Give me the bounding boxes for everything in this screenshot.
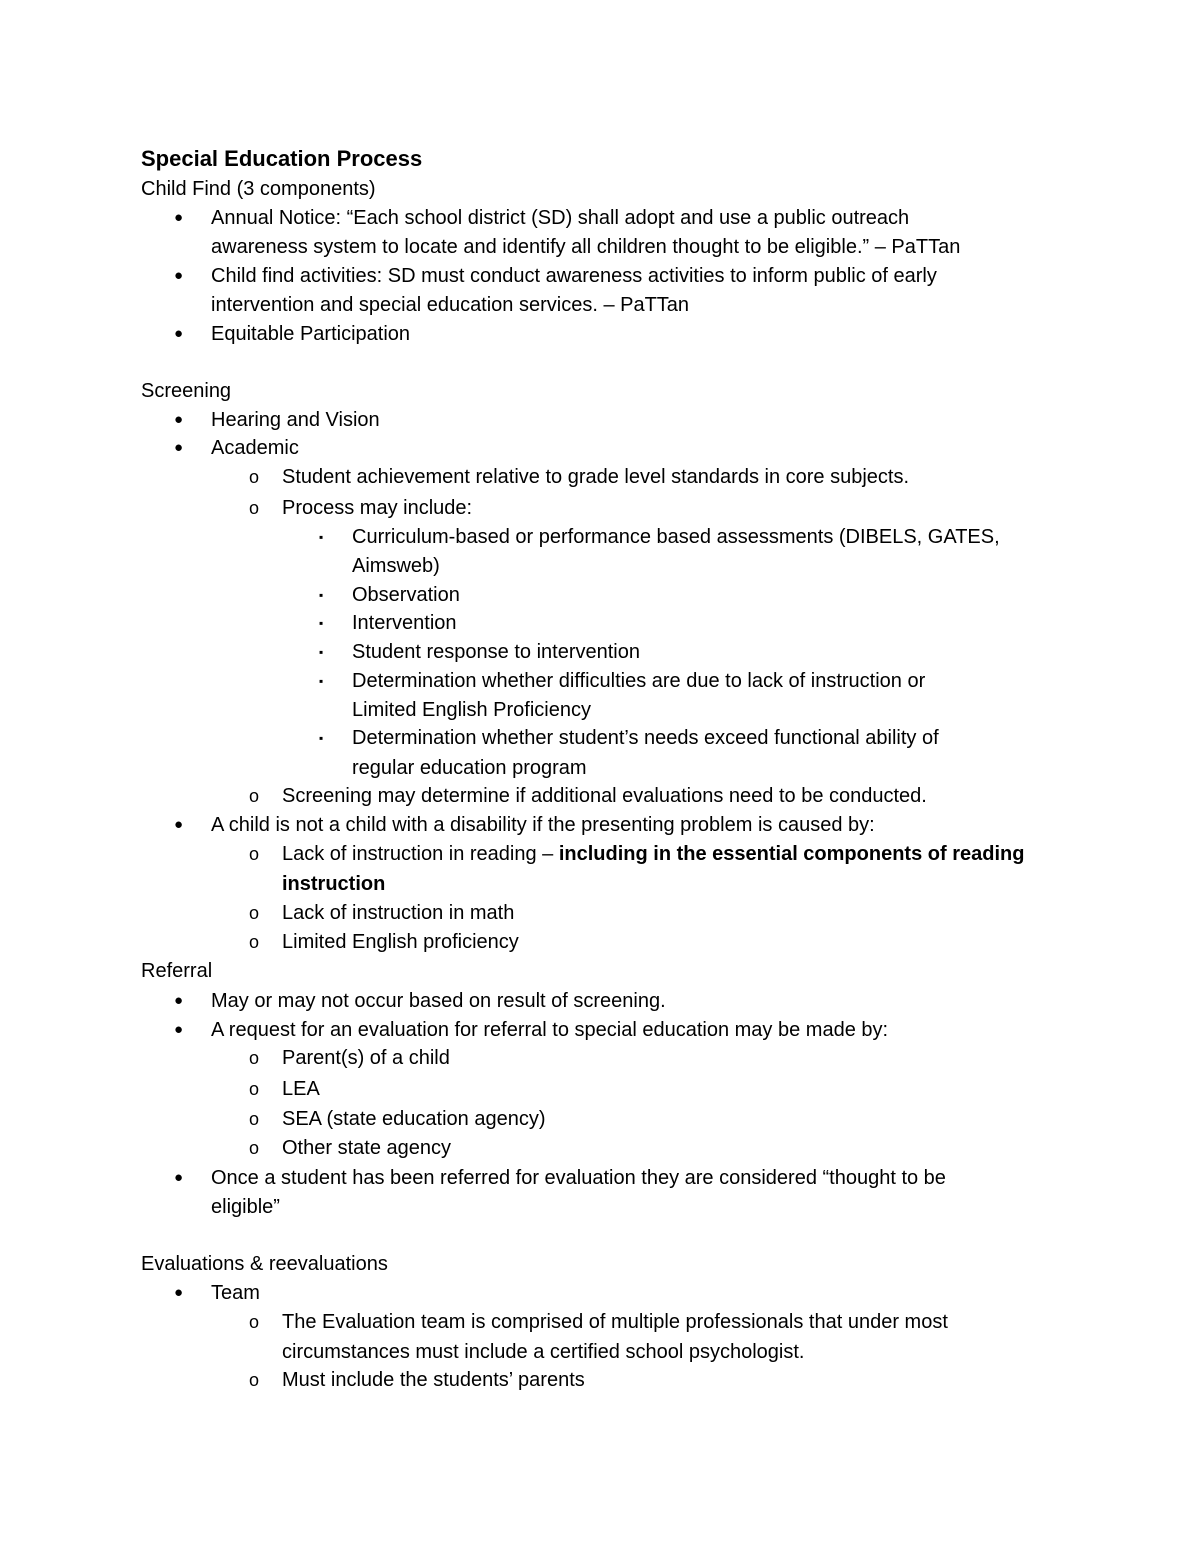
sub-bullet-marker: o — [249, 1370, 260, 1390]
bullet-marker: ● — [174, 325, 184, 342]
referral-heading: Referral — [141, 960, 213, 982]
list-item: SEA (state education agency) — [282, 1108, 546, 1130]
sub-bullet-marker: o — [249, 786, 260, 806]
list-item: Process may include: — [282, 497, 473, 519]
square-bullet-marker: ▪ — [319, 588, 324, 602]
list-item: Observation — [352, 584, 460, 606]
sub-bullet-marker: o — [249, 903, 260, 923]
list-item-continuation: Limited English Proficiency — [352, 699, 591, 721]
list-item: Limited English proficiency — [282, 931, 519, 953]
square-bullet-marker: ▪ — [319, 645, 324, 659]
sub-bullet-marker: o — [249, 498, 260, 518]
reading-cause-emphasis: including in the essential components of reading — [558, 843, 1025, 865]
bullet-marker: ● — [174, 1169, 184, 1186]
sub-bullet-marker: o — [249, 1109, 260, 1129]
bullet-marker: ● — [174, 992, 184, 1009]
screening-heading: Screening — [141, 380, 232, 402]
list-item: Once a student has been referred for evaluation they are considered “thought to be — [211, 1167, 946, 1189]
child-find-heading: Child Find (3 components) — [141, 178, 376, 200]
sub-bullet-marker: o — [249, 932, 260, 952]
bullet-marker: ● — [174, 1021, 184, 1038]
reading-cause-text: Lack of instruction in reading – — [282, 843, 559, 865]
sub-bullet-marker: o — [249, 1079, 260, 1099]
list-item: Student achievement relative to grade level standards in core subjects. — [282, 466, 910, 488]
list-item-continuation: regular education program — [352, 757, 587, 779]
list-item: Lack of instruction in math — [282, 902, 515, 924]
list-item: The Evaluation team is comprised of multiple professionals that under most — [282, 1311, 948, 1333]
list-item: Curriculum-based or performance based assessments (DIBELS, GATES, — [352, 526, 1000, 548]
list-item: A request for an evaluation for referral to special education may be made by: — [211, 1019, 889, 1041]
sub-bullet-marker: o — [249, 467, 260, 487]
list-item: Child find activities: SD must conduct awareness activities to inform public of early — [211, 265, 937, 287]
list-item: Intervention — [352, 612, 457, 634]
bullet-marker: ● — [174, 816, 184, 833]
list-item: A child is not a child with a disability if the presenting problem is caused by: — [211, 814, 875, 836]
list-item: Team — [211, 1282, 260, 1304]
sub-bullet-marker: o — [249, 1138, 260, 1158]
document-title: Special Education Process — [141, 146, 423, 171]
list-item-continuation: awareness system to locate and identify all children thought to be eligible.” – PaTTan — [211, 236, 961, 258]
bullet-marker: ● — [174, 209, 184, 226]
list-item-continuation: intervention and special education services. – PaTTan — [211, 294, 690, 316]
sub-bullet-marker: o — [249, 1048, 260, 1068]
evaluations-heading: Evaluations & reevaluations — [141, 1253, 388, 1275]
bullet-marker: ● — [174, 1284, 184, 1301]
bullet-marker: ● — [174, 411, 184, 428]
square-bullet-marker: ▪ — [319, 616, 324, 630]
list-item-continuation: instruction — [282, 873, 386, 895]
square-bullet-marker: ▪ — [319, 674, 324, 688]
list-item-continuation: Aimsweb) — [352, 555, 440, 577]
list-item: Student response to intervention — [352, 641, 640, 663]
list-item: Screening may determine if additional evaluations need to be conducted. — [282, 785, 927, 807]
bullet-marker: ● — [174, 439, 184, 456]
list-item: Other state agency — [282, 1137, 451, 1159]
list-item-continuation: eligible” — [211, 1196, 280, 1218]
list-item: Equitable Participation — [211, 323, 411, 345]
list-item: Hearing and Vision — [211, 409, 380, 431]
list-item-continuation: circumstances must include a certified school psychologist. — [282, 1341, 805, 1363]
list-item: Academic — [211, 437, 299, 459]
list-item — [282, 842, 1024, 866]
list-item: LEA — [282, 1078, 320, 1100]
square-bullet-marker: ▪ — [319, 731, 324, 745]
sub-bullet-marker: o — [249, 1312, 260, 1332]
list-item: Parent(s) of a child — [282, 1047, 450, 1069]
sub-bullet-marker: o — [249, 844, 260, 864]
square-bullet-marker: ▪ — [319, 530, 324, 544]
list-item: Determination whether difficulties are due to lack of instruction or — [352, 670, 926, 692]
list-item: Must include the students’ parents — [282, 1369, 585, 1391]
bullet-marker: ● — [174, 267, 184, 284]
list-item: Determination whether student’s needs exceed functional ability of — [352, 727, 939, 749]
list-item: Annual Notice: “Each school district (SD) shall adopt and use a public outreach — [211, 207, 910, 229]
list-item: May or may not occur based on result of screening. — [211, 990, 666, 1012]
